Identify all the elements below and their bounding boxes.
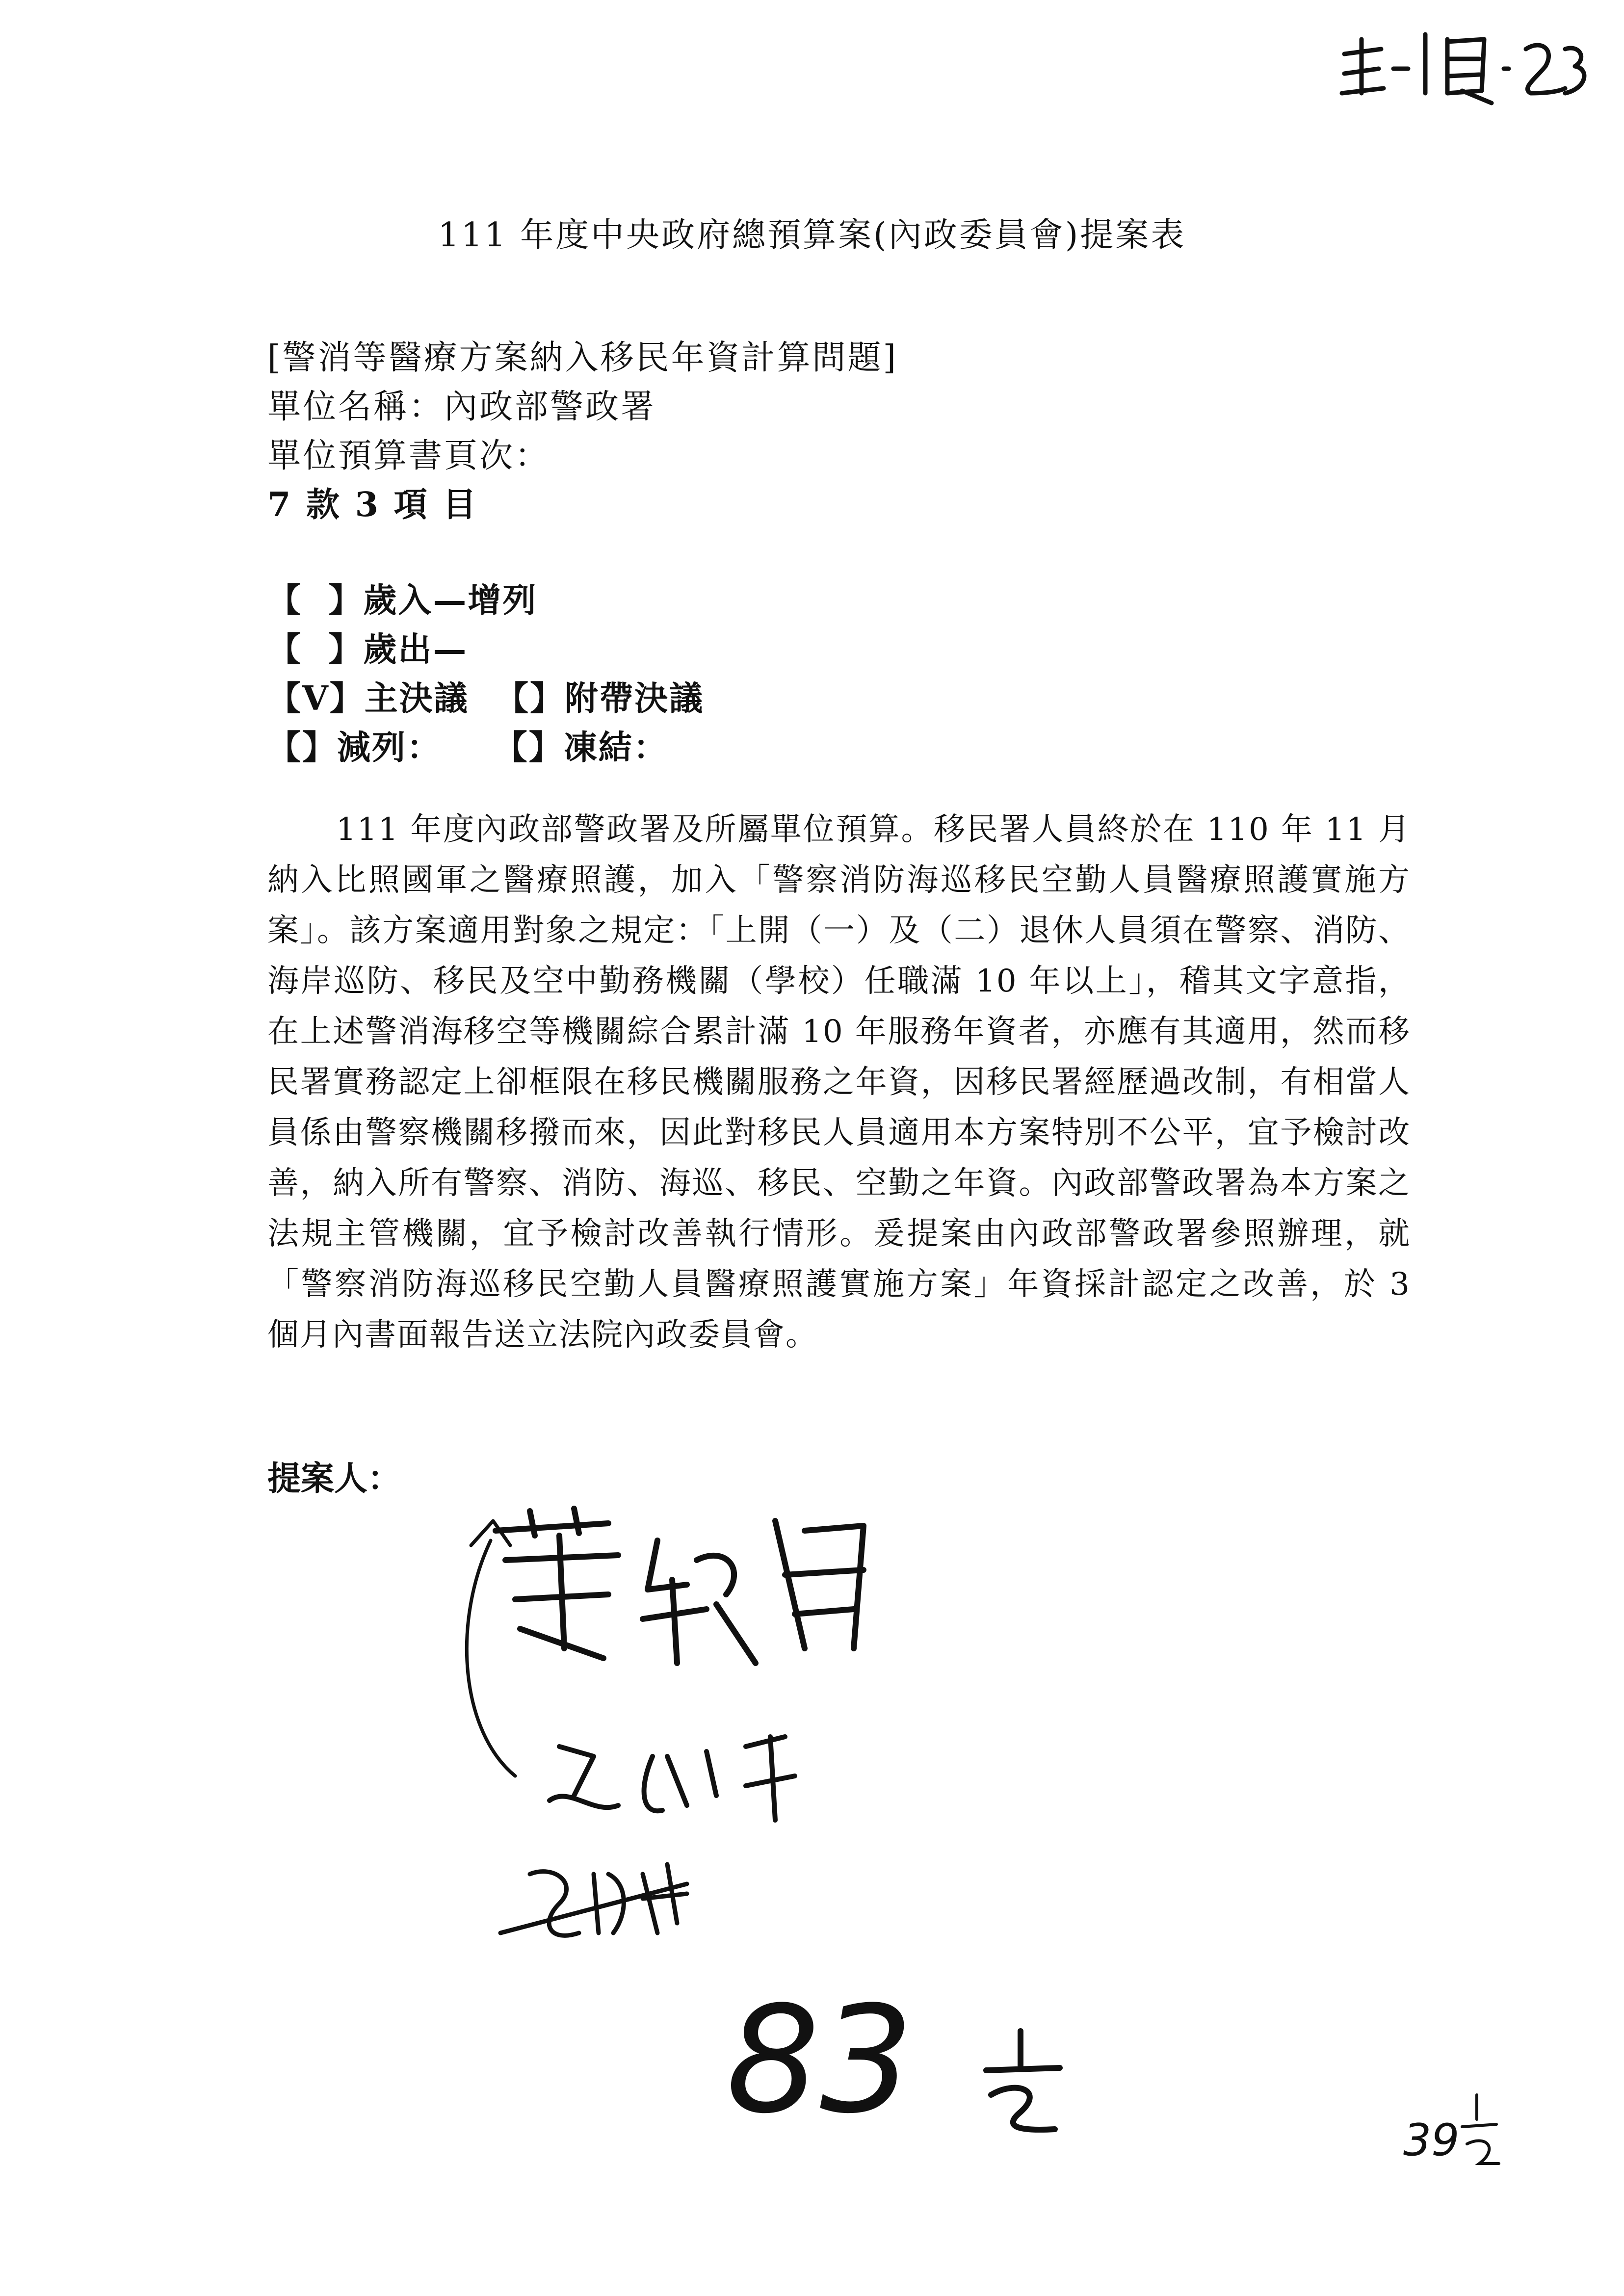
handwritten-count: 83 [726,1975,914,2146]
check-resolution: 【V】主決議 【】附帶決議 [267,679,705,718]
page-mark [1403,2090,1521,2208]
page-title: 111 年度中央政府總預算案(內政委員會)提案表 [438,216,1186,255]
proposal-body: 111 年度內政部警政署及所屬單位預算。移民署人員終於在 110 年 11 月納入比照國軍之醫療照護，加入「警察消防海巡移民空勤人員醫療照護實施方案」。該方案適用對象之規定：「上開（一）及（二）退休人員須在警察、消防、海岸巡防、移民及空中勤務機關（學校）任職滿 10 年以上」，稽其文字意指，在上述警消海移空等機關綜合累計滿 10 年服務年資者，亦應有其適用，然而移民署實務認定上卻框限在移民機關服務之年資，因移民署經歷過改制，有相當人員係由警察機關移撥而來，因此對移民人員適用本方案特別不公平，宜予檢討改善，納入所有警察、消防、海巡、移民、空勤之年資。內政部警政署為本方案之法規主管機關，宜予檢討改善執行情形。爰提案由內政部警政署參照辦理，就「警察消防海巡移民空勤人員醫療照護實施方案」年資採計認定之改善，於 3 個月內書面報告送立法院內政委員會。 [267,811,1411,1353]
corner-handwritten-annotation [1335,20,1590,108]
unit-budget-page: 單位預算書頁次： [267,437,550,475]
page-mark-fraction-icon [1457,2090,1506,2188]
handwritten-fraction-mark [962,2026,1079,2144]
check-expenditure: 【 】歲出— [267,630,468,669]
page-mark-number: 39 [1403,2114,1460,2166]
unit-name: 單位名稱：內政部警政署 [267,388,656,426]
check-revenue-add: 【 】歲入—增列 [267,581,538,620]
subject-line: [警消等醫療方案納入移民年資計算問題] [267,339,898,377]
proposer-label: 提案人： [267,1459,401,1498]
budget-item: 7 款 3 項 目 [267,485,478,524]
check-reduce-freeze: 【】減列： 【】凍結： [267,728,668,767]
